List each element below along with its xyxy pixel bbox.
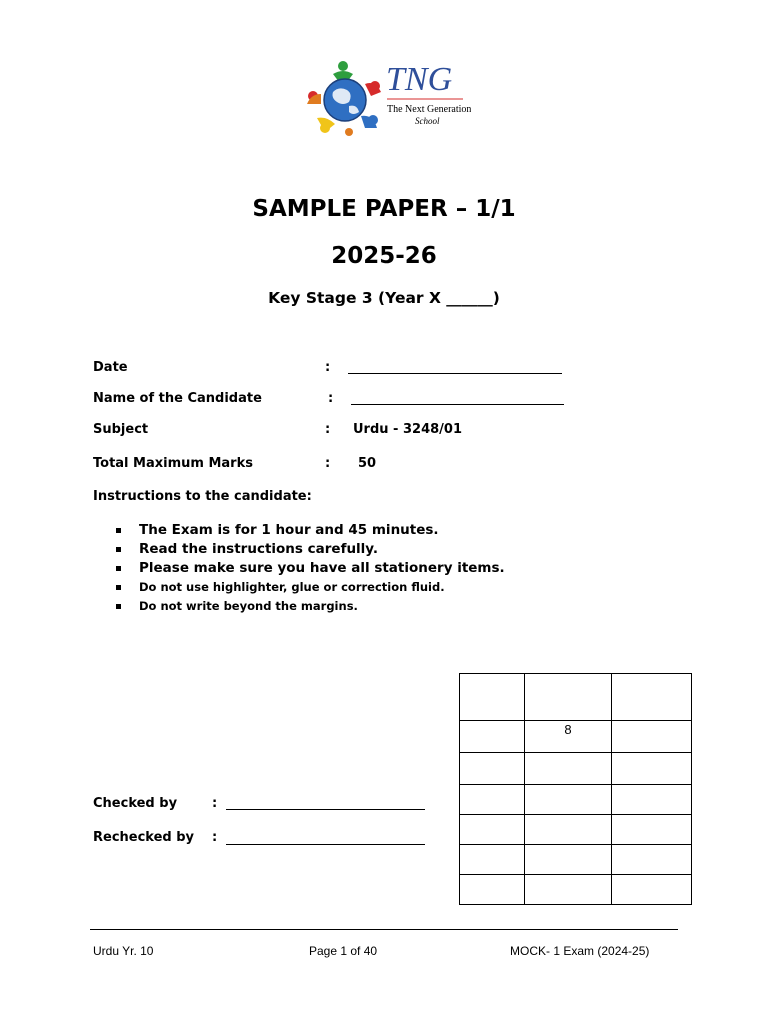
academic-year: 2025-26 — [331, 243, 437, 269]
instructions-heading: Instructions to the candidate: — [93, 489, 312, 504]
candidate-label: Name of the Candidate — [93, 391, 262, 406]
table-cell[interactable] — [460, 785, 525, 815]
table-cell[interactable] — [612, 815, 692, 845]
bullet-square-icon — [116, 585, 121, 590]
table-cell[interactable] — [460, 721, 525, 753]
svg-text:School: School — [415, 116, 440, 126]
table-cell[interactable] — [525, 674, 612, 721]
table-row — [460, 674, 692, 721]
bullet-square-icon — [116, 547, 121, 552]
table-row — [460, 845, 692, 875]
bullet-square-icon — [116, 528, 121, 533]
table-cell[interactable] — [525, 815, 612, 845]
globe-logo-icon — [303, 58, 471, 138]
total-marks-label: Total Maximum Marks — [93, 456, 253, 471]
list-item: Do not write beyond the margins. — [114, 597, 505, 616]
table-cell[interactable] — [460, 845, 525, 875]
table-row — [460, 815, 692, 845]
table-cell[interactable] — [612, 721, 692, 753]
table-cell[interactable] — [460, 815, 525, 845]
paper-title: SAMPLE PAPER – 1/1 — [252, 196, 516, 222]
footer-page-number: Page 1 of 40 — [309, 944, 378, 958]
rechecked-by-label: Rechecked by — [93, 830, 195, 845]
list-item: The Exam is for 1 hour and 45 minutes. — [114, 521, 505, 540]
key-stage: Key Stage 3 (Year X ______) — [268, 289, 500, 307]
checked-by-field[interactable] — [226, 809, 425, 810]
svg-text:The Next Generation: The Next Generation — [387, 104, 471, 115]
footer-subject: Urdu Yr. 10 — [93, 944, 154, 958]
subject-colon: : — [325, 422, 331, 437]
subject-value: Urdu - 3248/01 — [353, 422, 462, 437]
footer-divider — [90, 929, 678, 930]
bullet-square-icon — [116, 604, 121, 609]
table-cell[interactable] — [460, 674, 525, 721]
table-cell[interactable] — [460, 875, 525, 905]
date-field[interactable] — [348, 373, 562, 374]
total-marks-colon: : — [325, 456, 331, 471]
date-label: Date — [93, 360, 128, 375]
rechecked-by-field[interactable] — [226, 844, 425, 845]
date-colon: : — [325, 360, 331, 375]
total-marks-value: 50 — [358, 456, 377, 471]
table-cell[interactable] — [460, 753, 525, 785]
svg-text:TNG: TNG — [386, 61, 453, 98]
school-logo — [303, 58, 471, 138]
instructions-list — [114, 521, 505, 616]
checked-by-label: Checked by — [93, 796, 178, 811]
list-item: Read the instructions carefully. — [114, 540, 505, 559]
table-row — [460, 753, 692, 785]
subject-label: Subject — [93, 422, 149, 437]
checked-by-colon: : — [212, 796, 218, 811]
rechecked-by-colon: : — [212, 830, 218, 845]
table-row — [460, 785, 692, 815]
table-cell[interactable] — [612, 674, 692, 721]
list-item: Please make sure you have all stationery items. — [114, 559, 505, 578]
table-row — [460, 875, 692, 905]
bullet-square-icon — [116, 566, 121, 571]
marks-table — [459, 673, 692, 905]
table-cell[interactable] — [525, 875, 612, 905]
candidate-colon: : — [328, 391, 334, 406]
list-item: Do not use highlighter, glue or correction fluid. — [114, 578, 505, 597]
table-cell[interactable] — [612, 753, 692, 785]
table-cell[interactable] — [525, 845, 612, 875]
table-row — [460, 721, 692, 753]
table-cell[interactable] — [612, 845, 692, 875]
table-cell[interactable] — [612, 785, 692, 815]
candidate-name-field[interactable] — [351, 404, 564, 405]
footer-exam: MOCK- 1 Exam (2024-25) — [510, 944, 650, 958]
table-cell[interactable]: 8 — [525, 721, 612, 753]
table-cell[interactable] — [612, 875, 692, 905]
table-cell[interactable] — [525, 753, 612, 785]
table-cell[interactable] — [525, 785, 612, 815]
